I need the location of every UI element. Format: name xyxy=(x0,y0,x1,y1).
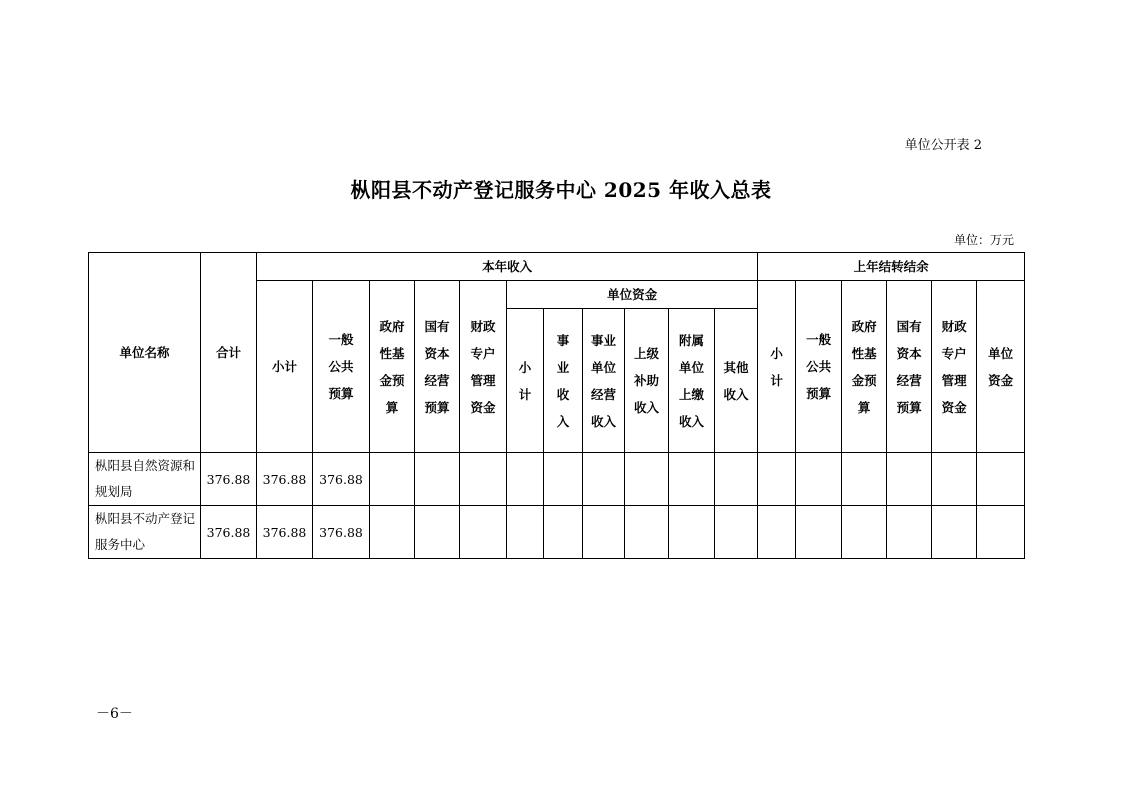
header-state-capital-budget: 国有资本经营预算 xyxy=(415,281,460,453)
header-gov-fund-budget: 政府性基金预算 xyxy=(370,281,415,453)
header-ly-fiscal-special: 财政专户管理资金 xyxy=(932,281,977,453)
header-current-year: 本年收入 xyxy=(257,253,758,281)
row-subtotal: 376.88 xyxy=(257,453,313,506)
form-number: 单位公开表 2 xyxy=(904,138,982,153)
header-fiscal-special: 财政专户管理资金 xyxy=(460,281,507,453)
header-general-budget: 一般公共预算 xyxy=(313,281,370,453)
header-other-income: 其他收入 xyxy=(715,309,758,453)
income-summary-table xyxy=(88,252,1025,559)
header-ly-subtotal: 小计 xyxy=(758,281,796,453)
row-unit-name: 枞阳县不动产登记服务中心 xyxy=(89,506,201,559)
row-unit-name: 枞阳县自然资源和规划局 xyxy=(89,453,201,506)
row-subtotal: 376.88 xyxy=(257,506,313,559)
header-unit-subtotal: 小计 xyxy=(507,309,544,453)
header-business-income: 事业收入 xyxy=(544,309,583,453)
page-number: －6－ xyxy=(96,706,133,722)
row-total: 376.88 xyxy=(201,453,257,506)
header-subtotal: 小计 xyxy=(257,281,313,453)
unit-label: 单位：万元 xyxy=(953,233,1014,247)
header-affiliated-income: 附属单位上缴收入 xyxy=(669,309,715,453)
table-row xyxy=(89,453,1025,506)
page-title: 枞阳县不动产登记服务中心 2025 年收入总表 xyxy=(350,178,772,202)
header-superior-subsidy: 上级补助收入 xyxy=(625,309,669,453)
header-ly-general-budget: 一般公共预算 xyxy=(796,281,842,453)
header-unit-name: 单位名称 xyxy=(89,253,201,453)
table-row xyxy=(89,506,1025,559)
header-business-operating: 事业单位经营收入 xyxy=(583,309,625,453)
header-ly-unit-funds: 单位资金 xyxy=(977,281,1025,453)
row-total: 376.88 xyxy=(201,506,257,559)
header-total: 合计 xyxy=(201,253,257,453)
header-unit-funds: 单位资金 xyxy=(507,281,758,309)
header-last-year: 上年结转结余 xyxy=(758,253,1025,281)
row-general-budget: 376.88 xyxy=(313,506,370,559)
header-ly-gov-fund-budget: 政府性基金预算 xyxy=(842,281,887,453)
header-ly-state-capital-budget: 国有资本经营预算 xyxy=(887,281,932,453)
row-general-budget: 376.88 xyxy=(313,453,370,506)
